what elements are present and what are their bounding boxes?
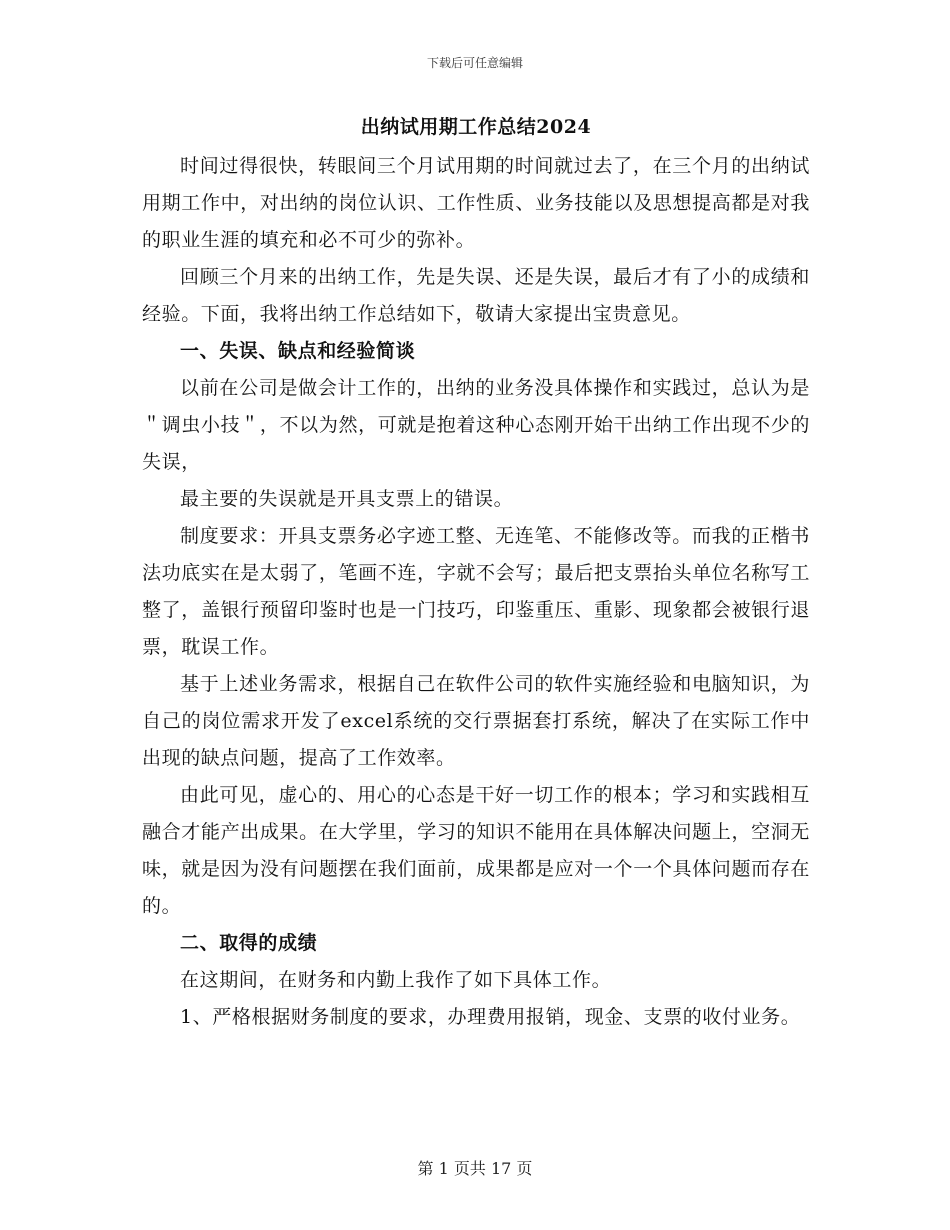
paragraph-rules: 制度要求：开具支票务必字迹工整、无连笔、不能修改等。而我的正楷书法功底实在是太弱了，笔画不连，字就不会写；最后把支票抬头单位名称写工整了，盖银行预留印鉴时也是一门技巧，印鉴重压、重影、现象都会被银行退票，耽误工作。 [142, 525, 810, 658]
section-heading-mistakes: 一、失误、缺点和经验简谈 [180, 340, 416, 362]
document-title: 出纳试用期工作总结2024 [360, 116, 592, 138]
paragraph-background: 以前在公司是做会计工作的，出纳的业务没具体操作和实践过，总认为是＂调虫小技＂，不以为然，可就是抱着这种心态刚开始干出纳工作出现不少的失误， [142, 377, 810, 473]
page-footer: 第 1 页共 17 页 [417, 1159, 533, 1178]
paragraph-solution: 基于上述业务需求，根据自己在软件公司的软件实施经验和电脑知识，为自己的岗位需求开发了excel系统的交行票据套打系统，解决了在实际工作中出现的缺点问题，提高了工作效率。 [142, 673, 810, 769]
paragraph-main-mistake: 最主要的失误就是开具支票上的错误。 [180, 488, 514, 510]
document-body [142, 112, 810, 1036]
paragraph-intro: 时间过得很快，转眼间三个月试用期的时间就过去了，在三个月的出纳试用期工作中，对出纳的岗位认识、工作性质、业务技能以及思想提高都是对我的职业生涯的填充和必不可少的弥补。 [142, 155, 810, 251]
header-note: 下载后可任意编辑 [426, 56, 523, 70]
section-heading-achievements: 二、取得的成绩 [180, 932, 318, 954]
paragraph-review: 回顾三个月来的出纳工作，先是失误、还是失误，最后才有了小的成绩和经验。下面，我将出纳工作总结如下，敬请大家提出宝贵意见。 [142, 266, 810, 325]
paragraph-lesson: 由此可见，虚心的、用心的心态是干好一切工作的根本；学习和实践相互融合才能产出成果。在大学里，学习的知识不能用在具体解决问题上，空洞无味，就是因为没有问题摆在我们面前，成果都是应对一个一个具体问题而存在的。 [142, 784, 810, 917]
paragraph-work-intro: 在这期间，在财务和内勤上我作了如下具体工作。 [180, 969, 612, 991]
list-item-1: 1、严格根据财务制度的要求，办理费用报销，现金、支票的收付业务。 [180, 1006, 801, 1028]
